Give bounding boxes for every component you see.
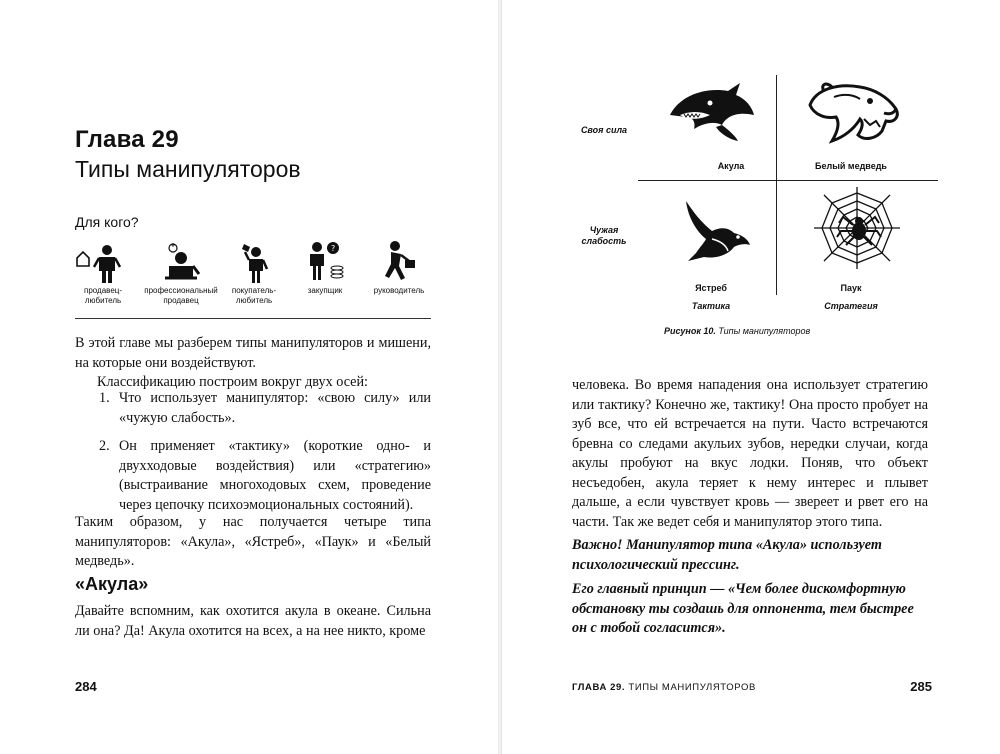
audience-label: любитель xyxy=(235,296,273,305)
spider-web-icon xyxy=(812,185,902,271)
list-text: Он применяет «тактику» (короткие одно- и двухходовые воздействия) или «стратегию» (выстраивание многоходовых схем, проведение через цепочку психоэмоциональных состояний). xyxy=(119,438,431,513)
list-number: 2. xyxy=(99,438,110,454)
shark-icon xyxy=(666,81,756,143)
row-label-own-strength: Своя сила xyxy=(580,125,628,135)
audience-label: профессиональный xyxy=(144,286,218,295)
figure-caption-number: Рисунок 10. xyxy=(664,326,716,336)
audience-label: любитель xyxy=(84,296,122,305)
chapter-number: Глава 29 xyxy=(75,126,179,153)
important-line: Важно! Манипулятор типа «Акула» использует психологический прессинг. xyxy=(572,537,882,573)
left-page xyxy=(0,0,498,754)
intro-paragraph: В этой главе мы разберем типы манипуляторов и мишени, на которые они воздействуют. xyxy=(75,335,431,371)
row-label-line: Чужая xyxy=(589,225,619,235)
page-number: 285 xyxy=(910,679,932,694)
horizontal-axis xyxy=(638,180,938,181)
manager-icon xyxy=(369,240,429,284)
column-label-strategy: Стратегия xyxy=(824,301,878,311)
audience-label: продавец xyxy=(163,296,199,305)
quadrant-label-hawk: Ястреб xyxy=(695,283,727,293)
right-page xyxy=(502,0,1000,754)
running-head-title: ТИПЫ МАНИПУЛЯТОРОВ xyxy=(628,682,756,693)
audience-item xyxy=(63,240,143,306)
section-heading: «Акула» xyxy=(75,574,149,594)
professional-seller-icon xyxy=(151,240,211,284)
important-callout xyxy=(572,536,928,644)
column-label-tactics: Тактика xyxy=(691,301,731,311)
audience-item xyxy=(214,240,294,306)
hawk-icon xyxy=(676,199,756,263)
purchaser-icon xyxy=(295,240,355,284)
chapter-title: Типы манипуляторов xyxy=(75,156,301,182)
audience-item xyxy=(359,240,439,296)
continuation-paragraph: человека. Во время нападения она использует стратегию или тактику? Конечно же, тактику! Она просто пробует на зуб все, что ей встречается на пути. Часто встречаются бревна со следами акульих зубов, нередки случаи, когда акулы пробуют на вкус лодки. Поняв, что объект несъедобен, акула теряет к нему интерес и плывет дальше, а если чувствует кровь — звереет и рвет его на части. Так же ведет себя и манипулятор этого типа. xyxy=(572,377,928,530)
list-number: 1. xyxy=(99,390,110,406)
svg-text:?: ? xyxy=(331,244,336,253)
classification-line: Классификацию построим вокруг двух осей: xyxy=(97,374,369,390)
page-number: 284 xyxy=(75,679,97,694)
intro-block xyxy=(75,334,431,393)
audience-label: закупщик xyxy=(307,286,343,295)
list-item xyxy=(75,389,431,428)
row-label-others-weakness xyxy=(572,225,636,247)
audience-label: покупатель- xyxy=(231,286,277,295)
principle-line: Его главный принцип — «Чем более дискомфортную обстановку ты создашь для оппонента, тем быстрее он с тобой согласится». xyxy=(572,581,914,636)
row-label-line: слабость xyxy=(581,236,627,246)
audience-icons xyxy=(75,240,431,318)
section-paragraph: Давайте вспомним, как охотится акула в океане. Сильна ли она? Да! Акула охотится на всех, а на нее никто, кроме xyxy=(75,603,431,639)
amateur-seller-icon xyxy=(73,240,133,284)
for-whom-heading: Для кого? xyxy=(75,214,139,230)
figure-caption xyxy=(664,326,810,336)
polar-bear-icon xyxy=(804,79,904,145)
running-head-chapter: ГЛАВА 29. xyxy=(572,682,626,693)
audience-label: продавец- xyxy=(83,286,123,295)
figure-caption-text: Типы манипуляторов xyxy=(718,326,811,336)
list-text: Что использует манипулятор: «свою силу» или «чужую слабость». xyxy=(119,390,431,426)
audience-label: руководитель xyxy=(373,286,425,295)
running-head xyxy=(572,682,756,693)
audience-item xyxy=(285,240,365,296)
axes-list xyxy=(75,389,431,524)
vertical-axis xyxy=(776,75,777,295)
manipulator-types-figure xyxy=(572,75,932,345)
list-item xyxy=(75,437,431,515)
amateur-buyer-icon xyxy=(224,240,284,284)
quadrant-label-polar-bear: Белый медведь xyxy=(815,161,887,171)
audience-divider xyxy=(75,318,431,319)
audience-item xyxy=(141,240,221,306)
quadrant-label-spider: Паук xyxy=(840,283,862,293)
quadrant-label-shark: Акула xyxy=(717,161,745,171)
summary-paragraph: Таким образом, у нас получается четыре типа манипуляторов: «Акула», «Ястреб», «Паук» и «Белый медведь». xyxy=(75,514,431,569)
